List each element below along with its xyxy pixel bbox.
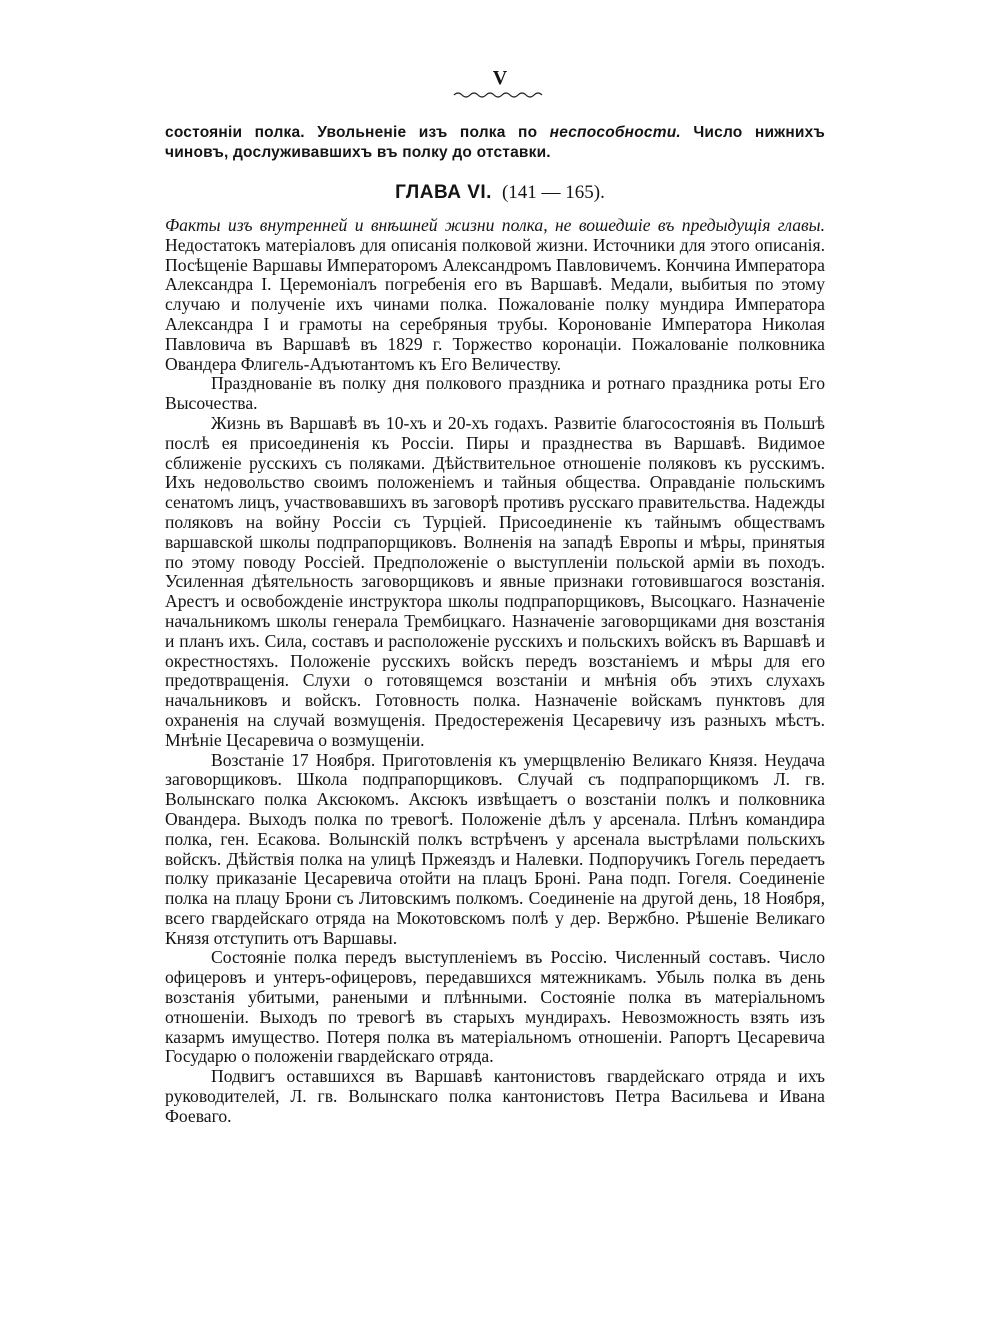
intro-italic-word: неспособности. (549, 124, 681, 141)
chapter-summary (165, 216, 825, 1127)
paragraph-cantonists: Подвигъ оставшихся въ Варшавѣ кантонистовъ гвардейскаго отряда и ихъ руководителей, Л. гв. Волынскаго полка кантонистовъ Петра Васильева и Ивана Фоеваго. (165, 1066, 825, 1126)
paragraph-text: Недостатокъ матерiаловъ для описанiя полковой жизни. Источники для этого описанiя. Посѣщенiе Варшавы Императоромъ Александромъ Павловичемъ. Кончина Императора Александра I. Церемонiалъ погребенiя его въ Варшавѣ. Медали, выбитыя по этому случаю и полученiе ихъ чинами полка. Пожалованiе полку мундира Императора Александра I и грамоты на серебряныя трубы. Коронованiе Императора Николая Павловича въ Варшавѣ въ 1829 г. Торжество коронацiи. Пожалованiе полковника Овандера Флигель-Адъютантомъ къ Его Величеству. (165, 234, 825, 374)
intro-text-end: Число нижнихъ чиновъ, дослуживавшихъ въ полку до отставки. (165, 124, 825, 161)
paragraph-uprising: Возстанiе 17 Ноября. Приготовленiя къ умерщвленiю Великаго Князя. Неудача заговорщиковъ. Школа подпрапорщиковъ. Случай съ подпрапорщикомъ Л. гв. Волынскаго полка Аксюкомъ. Аксюкъ извѣщаетъ о возстанiи полкъ и полковника Овандера. Выходъ полка по тревогѣ. Положенiе дѣлъ у арсенала. Плѣнъ командира полка, ген. Есакова. Волынскiй полкъ встрѣченъ у арсенала выстрѣлами польскихъ войскъ. Дѣйствiя полка на улицѣ Пржеяздъ и Налевки. Подпоручикъ Гогель передаетъ полку приказанiе Цесаревича отойти на плацъ Бронi. Рана подп. Гогеля. Соединенiе полка на плацу Брони съ Литовскимъ полкомъ. Соединенiе на другой день, 18 Ноября, всего гвардейскаго отряда на Мокотовскомъ полѣ у дер. Вержбно. Рѣшенiе Великаго Князя отступить отъ Варшавы. (165, 749, 825, 948)
paragraph-facts (165, 216, 825, 374)
paragraph-italic-lead: Факты изъ внутренней и внѣшней жизни полка, не вошедшiе въ предыдущiя главы. (165, 215, 825, 235)
paragraph-warsaw-life: Жизнь въ Варшавѣ въ 10-хъ и 20-хъ годахъ. Развитiе благосостоянiя въ Польшѣ послѣ ея присоединенiя къ Россiи. Пиры и празднества въ Варшавѣ. Видимое сближенiе русскихъ съ поляками. Дѣйствительное отношенiе поляковъ къ русскимъ. Ихъ недовольство своимъ положенiемъ и тайныя общества. Оправданiе польскимъ сенатомъ лицъ, участвовавшихъ въ заговорѣ противъ русскаго правительства. Надежды поляковъ на войну Россiи съ Турцiей. Присоединенiе къ тайнымъ обществамъ варшавской школы подпрапорщиковъ. Волненiя на западѣ Европы и мѣры, принятыя по этому поводу Россiей. Предположенiе о выступленiи польской армiи въ походъ. Усиленная дѣятельность заговорщиковъ и явные признаки готовившагося возстанiя. Арестъ и освобожденiе инструктора школы подпрапорщиковъ, Высоцкаго. Назначенiе начальникомъ школы генерала Трембицкаго. Назначенiе заговорщиками дня возстанiя и планъ ихъ. Сила, составъ и расположенiе русскихъ и польскихъ войскъ въ Варшавѣ и окрестностяхъ. Положенiе русскихъ войскъ передъ возстанiемъ и мѣры для его предотвращенiя. Слухи о готовящемся возстанiи и мнѣнiя объ этихъ слухахъ начальниковъ и войскъ. Готовность полка. Назначенiе войскамъ пунктовъ для охраненiя на случай возмущенiя. Предостереженiя Цесаревичу изъ разныхъ мѣстъ. Мнѣнiе Цесаревича о возмущенiи. (165, 412, 825, 750)
intro-paragraph (165, 123, 825, 163)
chapter-page-range: (141 — 165). (501, 182, 605, 203)
chapter-heading (0, 181, 1000, 205)
paragraph-celebration: Празднованiе въ полку дня полкового праздника и ротнаго праздника роты Его Высочества. (165, 373, 825, 414)
chapter-label: ГЛАВА VI. (395, 182, 492, 203)
paragraph-regiment-state: Состоянiе полка передъ выступленiемъ въ Россiю. Численный составъ. Число офицеровъ и унтеръ-офицеровъ, передавшихся мятежникамъ. Убыль полка въ день возстанiя убитыми, ранеными и плѣнными. Состоянiе полка въ матерiальномъ отношенiи. Выходъ по тревогѣ въ старыхъ мундирахъ. Невозможность взять изъ казармъ имущество. Потеря полка въ матерiальномъ отношенiи. Рапортъ Цесаревича Государю о положенiи гвардейскаго отряда. (165, 947, 825, 1067)
wavy-ornament-icon (452, 90, 548, 100)
page-number: V (492, 67, 508, 89)
intro-text-start: состоянiи полка. Увольненiе изъ полка по (165, 124, 550, 141)
